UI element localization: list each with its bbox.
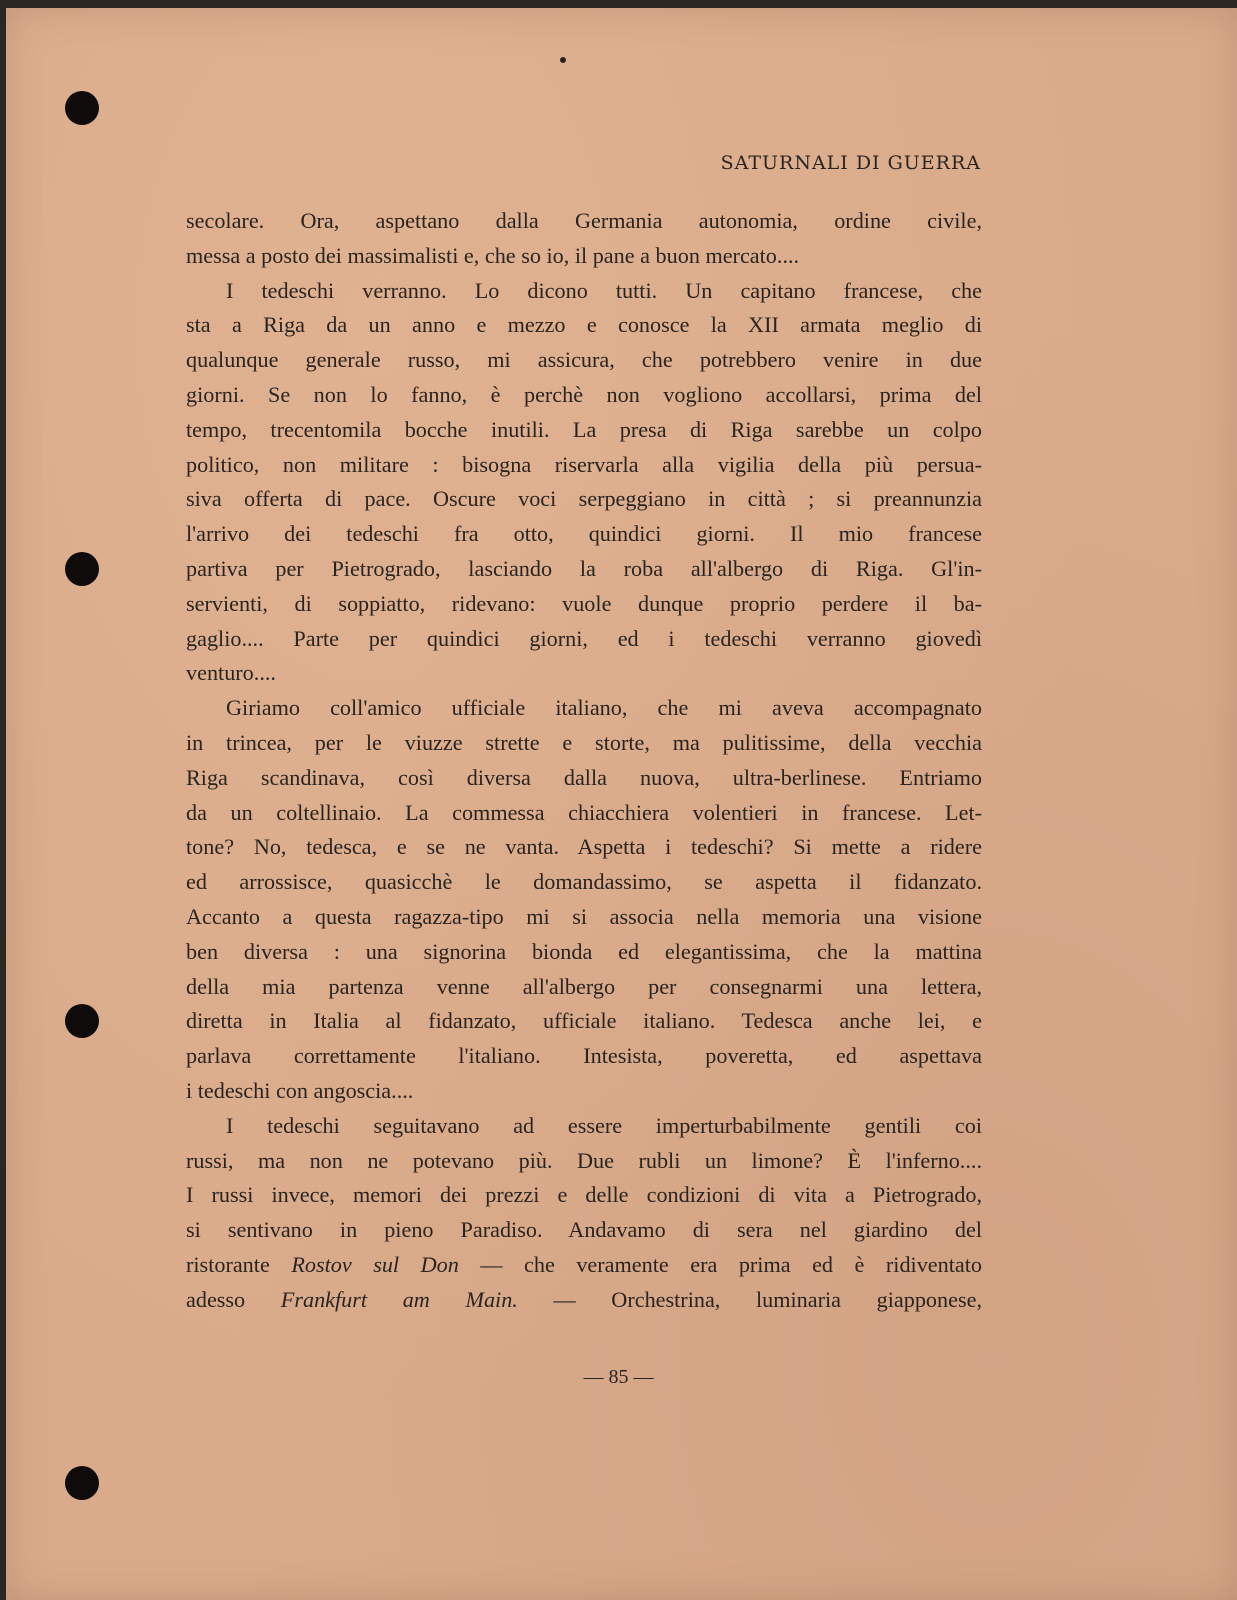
italic-title: Frankfurt am Main.: [280, 1286, 518, 1312]
text-line: I russi invece, memori dei prezzi e delle condizioni di vita a Pietrogrado,: [186, 1182, 982, 1208]
italic-title: Rostov sul Don: [291, 1251, 459, 1277]
text-line: in trincea, per le viuzze strette e storte, ma pulitissime, della vecchia: [186, 729, 982, 755]
body-text: [186, 204, 982, 1318]
binding-hole-2: [65, 552, 99, 586]
text-line: diretta in Italia al fidanzato, ufficiale italiano. Tedesca anche lei, e: [186, 1008, 982, 1034]
text-line: da un coltellinaio. La commessa chiacchiera volentieri in francese. Let-: [186, 799, 982, 825]
text-line: [186, 1283, 982, 1318]
text-line: qualunque generale russo, mi assicura, che potrebbero venire in due: [186, 347, 982, 373]
text-line: ben diversa : una signorina bionda ed elegantissima, che la mattina: [186, 938, 982, 964]
text-fragment: — che veramente era prima ed è ridiventato: [480, 1251, 983, 1277]
text-fragment: — Orchestrina, luminaria giapponese,: [553, 1286, 982, 1312]
text-fragment: ristorante: [186, 1251, 270, 1277]
text-line: giorni. Se non lo fanno, è perchè non vogliono accollarsi, prima del: [186, 381, 982, 407]
text-line: della mia partenza venne all'albergo per consegnarmi una lettera,: [186, 973, 982, 999]
text-line: I tedeschi verranno. Lo dicono tutti. Un capitano francese, che: [226, 277, 982, 303]
text-line: secolare. Ora, aspettano dalla Germania autonomia, ordine civile,: [186, 208, 982, 233]
text-line: Giriamo coll'amico ufficiale italiano, che mi aveva accompagnato: [226, 695, 982, 721]
text-line: tone? No, tedesca, e se ne vanta. Aspetta i tedeschi? Si mette a ridere: [186, 834, 982, 860]
text-line: Accanto a questa ragazza-tipo mi si associa nella memoria una visione: [186, 903, 982, 929]
binding-hole-1: [65, 91, 99, 125]
text-line: servienti, di soppiatto, ridevano: vuole dunque proprio perdere il ba-: [186, 590, 982, 616]
page-number: — 85 —: [583, 1366, 654, 1388]
text-line: siva offerta di pace. Oscure voci serpeggiano in città ; si preannunzia: [186, 486, 982, 512]
text-line: partiva per Pietrogrado, lasciando la roba all'albergo di Riga. Gl'in-: [186, 555, 982, 581]
text-line: gaglio.... Parte per quindici giorni, ed i tedeschi verranno giovedì: [186, 625, 982, 651]
text-line: l'arrivo dei tedeschi fra otto, quindici giorni. Il mio francese: [186, 521, 982, 547]
text-line: i tedeschi con angoscia....: [186, 1077, 414, 1103]
ink-speck: [560, 57, 566, 63]
text-line: messa a posto dei massimalisti e, che so io, il pane a buon mercato....: [186, 242, 800, 268]
text-line: venturo....: [186, 660, 276, 686]
text-line: russi, ma non ne potevano più. Due rubli un limone? È l'inferno....: [186, 1147, 982, 1173]
text-line: sta a Riga da un anno e mezzo e conosce la XII armata meglio di: [186, 312, 982, 338]
binding-hole-3: [65, 1004, 99, 1038]
text-line: I tedeschi seguitavano ad essere imperturbabilmente gentili coi: [226, 1112, 982, 1138]
text-line: politico, non militare : bisogna riservarla alla vigilia della più persua-: [186, 451, 982, 477]
text-fragment: adesso: [186, 1286, 246, 1312]
text-line: parlava correttamente l'italiano. Intesista, poveretta, ed aspettava: [186, 1043, 982, 1069]
text-line: si sentivano in pieno Paradiso. Andavamo di sera nel giardino del: [186, 1217, 982, 1243]
text-line: Riga scandinava, così diversa dalla nuova, ultra-berlinese. Entriamo: [186, 764, 982, 790]
running-head: SATURNALI DI GUERRA: [720, 152, 981, 174]
text-line: [186, 1248, 982, 1283]
text-line: ed arrossisce, quasicchè le domandassimo, se aspetta il fidanzato.: [186, 869, 982, 895]
binding-hole-4: [65, 1466, 99, 1500]
text-line: tempo, trecentomila bocche inutili. La presa di Riga sarebbe un colpo: [186, 416, 982, 442]
